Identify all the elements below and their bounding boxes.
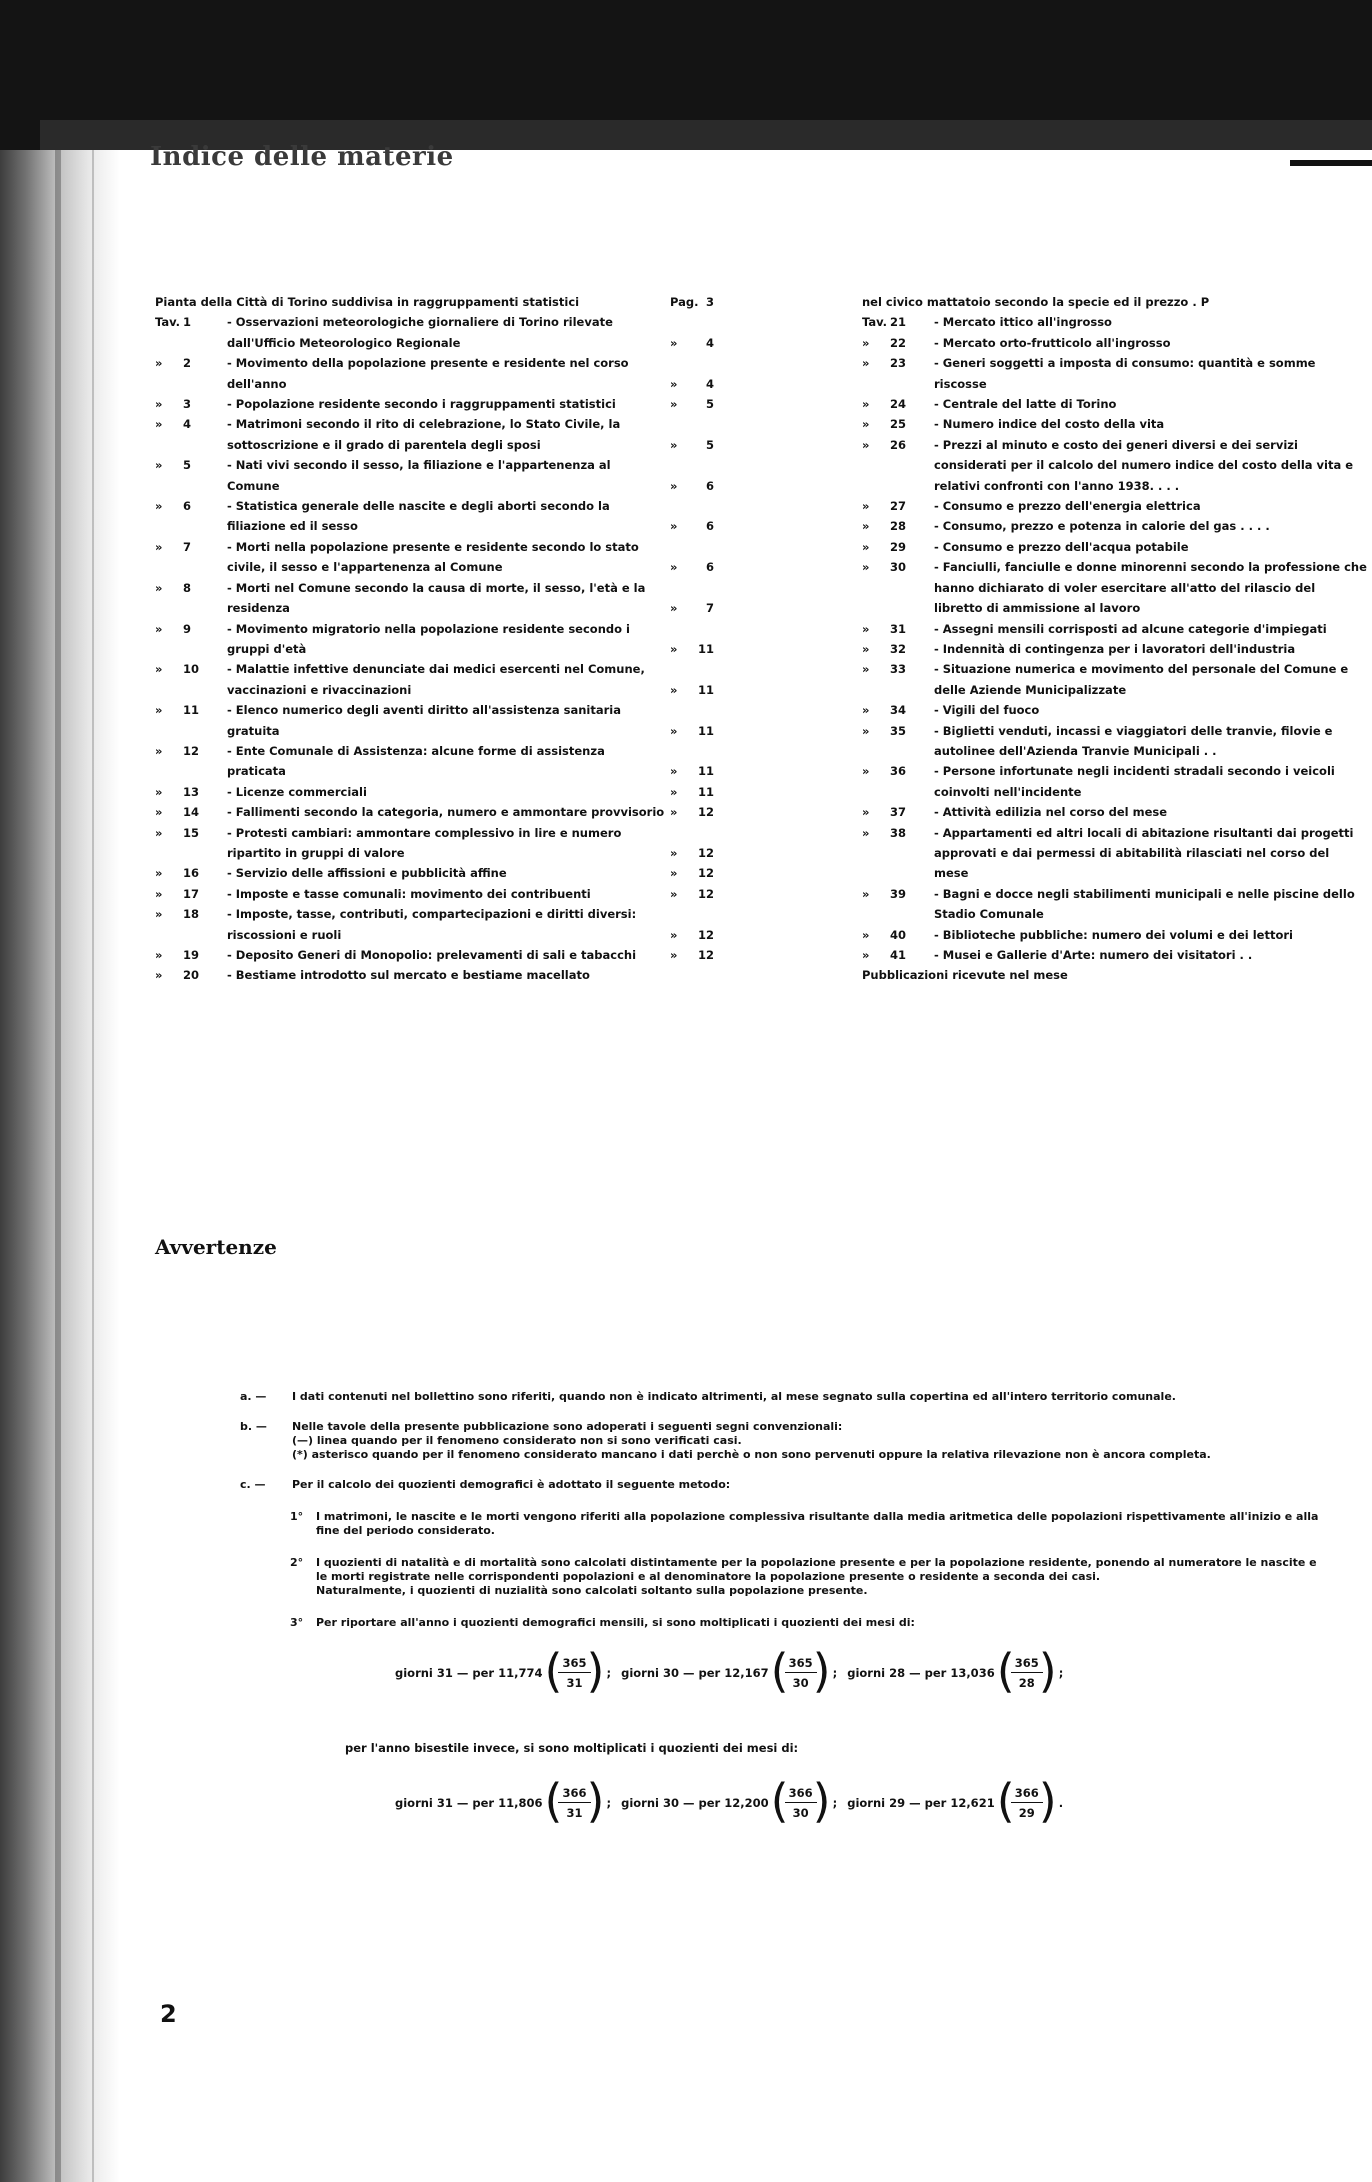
toc-mark: » — [155, 356, 163, 371]
fraction-numerator: 366 — [1011, 1786, 1043, 1803]
note-line: (*) asterisco quando per il fenomeno considerato mancano i dati perchè o non sono pervenuti oppure la relativa rilevazione non è ancora completa. — [292, 1448, 1211, 1461]
toc-entry — [155, 578, 720, 619]
toc-entry — [862, 659, 1367, 700]
fraction-denominator: 28 — [1018, 1676, 1035, 1690]
toc-number: 28 — [890, 519, 907, 534]
toc-mark: » — [862, 662, 870, 677]
toc-text: - Imposte e tasse comunali: movimento dei contribuenti — [227, 886, 591, 901]
toc-text: - Generi soggetti a imposta di consumo: quantità e somme riscosse — [934, 356, 1316, 391]
toc-number: 8 — [183, 580, 192, 595]
formula-row-normal — [395, 1644, 1064, 1698]
toc-mark: » — [862, 539, 870, 554]
toc-number: 36 — [890, 764, 907, 779]
toc-entry — [155, 455, 720, 496]
toc-entry — [862, 945, 1367, 965]
paren-left: ( — [996, 1644, 1015, 1698]
toc-mark: » — [862, 764, 870, 779]
toc-page-number: 7 — [705, 601, 714, 616]
toc-text: - Morti nella popolazione presente e residente secondo lo stato civile, il sesso e l'appartenenza al Comune — [227, 539, 639, 575]
toc-entry — [862, 312, 1367, 332]
toc-entry — [862, 394, 1367, 414]
toc-text: - Ente Comunale di Assistenza: alcune forme di assistenza praticata — [227, 743, 605, 779]
toc-entry — [155, 659, 720, 700]
toc-page-number: 12 — [697, 866, 714, 881]
toc-mark: » — [155, 703, 163, 718]
fraction-denominator: 31 — [566, 1806, 583, 1820]
toc-mark: » — [862, 417, 870, 432]
note-text: Per il calcolo dei quozienti demografici è adottato il seguente metodo: — [292, 1478, 731, 1491]
toc-text: - Mercato ittico all'ingrosso — [934, 315, 1112, 330]
toc-entry — [862, 435, 1367, 496]
toc-entry — [155, 802, 720, 822]
formula-separator: ; — [1058, 1666, 1064, 1680]
toc-number: 41 — [890, 948, 907, 962]
toc-entry — [155, 965, 720, 985]
toc-mark: » — [862, 825, 870, 840]
toc-mark: » — [155, 784, 163, 799]
fraction — [544, 1774, 605, 1828]
toc-text: - Morti nel Comune secondo la causa di morte, il sesso, l'età e la residenza — [227, 580, 646, 616]
toc-entry — [155, 414, 720, 455]
toc-mark: » — [862, 560, 870, 575]
toc-mark: » — [155, 397, 163, 412]
formula-separator: ; — [606, 1666, 612, 1680]
toc-text: - Biglietti venduti, incassi e viaggiatori delle tranvie, filovie e autolinee dell'Azienda Tranvie Municipali . . — [934, 723, 1333, 758]
toc-mark: » — [155, 417, 163, 432]
toc-page-prefix: » — [670, 335, 678, 350]
toc-page-number: 4 — [705, 335, 714, 350]
toc-mark: » — [862, 335, 870, 350]
toc-page-number: 12 — [697, 845, 714, 860]
toc-entry — [862, 333, 1367, 353]
toc-number: 5 — [183, 458, 192, 473]
toc-entry — [862, 823, 1367, 884]
note-text: Nelle tavole della presente pubblicazione sono adoperati i seguenti segni convenzionali: — [292, 1420, 843, 1433]
formula-separator: . — [1058, 1796, 1064, 1810]
formula-label: giorni 28 — per 13,036 — [847, 1666, 995, 1680]
note-b — [240, 1420, 1330, 1462]
fraction-numerator: 366 — [785, 1786, 817, 1803]
fraction-numerator: 365 — [785, 1656, 817, 1673]
paren-right: ) — [1038, 1644, 1057, 1698]
toc-entry — [862, 496, 1367, 516]
toc-mark: » — [155, 621, 163, 636]
toc-entry — [155, 619, 720, 660]
note-text: I dati contenuti nel bollettino sono riferiti, quando non è indicato altrimenti, al mese segnato sulla copertina ed all'intero territorio comunale. — [292, 1390, 1176, 1403]
toc-page-prefix: » — [670, 948, 678, 962]
toc-entry — [155, 823, 720, 864]
toc-page-number: 11 — [697, 784, 714, 799]
toc-text: - Persone infortunate negli incidenti stradali secondo i veicoli coinvolti nell'incidente — [934, 764, 1335, 799]
toc-number: 38 — [890, 825, 907, 840]
toc-page-prefix: » — [670, 845, 678, 860]
toc-entry — [862, 761, 1367, 802]
toc-text: - Movimento migratorio nella popolazione residente secondo i gruppi d'età — [227, 621, 630, 656]
leap-year-text: per l'anno bisestile invece, si sono moltiplicati i quozienti dei mesi di: — [345, 1741, 799, 1755]
toc-entry — [155, 863, 720, 883]
toc-number: 11 — [183, 703, 200, 718]
paren-left: ( — [770, 1644, 789, 1698]
toc-entry — [155, 394, 720, 414]
toc-text: - Mercato orto-frutticolo all'ingrosso — [934, 335, 1171, 350]
toc-mark: » — [155, 499, 163, 514]
toc-page-prefix: » — [670, 805, 678, 820]
toc-number: 30 — [890, 560, 907, 575]
toc-text: - Nati vivi secondo il sesso, la filiazione e l'appartenenza al Comune — [227, 458, 611, 493]
toc-mark: » — [862, 703, 870, 718]
fraction — [544, 1644, 605, 1698]
toc-mark: » — [155, 907, 163, 922]
toc-number: 4 — [183, 417, 192, 432]
formula-row-leap — [395, 1774, 1064, 1828]
paren-left: ( — [996, 1774, 1015, 1828]
toc-entry — [155, 884, 720, 904]
fraction-denominator: 29 — [1018, 1806, 1035, 1820]
avvertenze-notes — [240, 1390, 1330, 1646]
toc-mark: » — [862, 437, 870, 452]
toc-text: Pianta della Città di Torino suddivisa in raggruppamenti statistici — [155, 295, 580, 309]
toc-number: 14 — [183, 805, 200, 820]
toc-entry — [155, 782, 720, 802]
toc-text: - Deposito Generi di Monopolio: prelevamenti di sali e tabacchi — [227, 948, 637, 962]
formula-separator: ; — [832, 1796, 838, 1810]
toc-mark: » — [155, 662, 163, 677]
toc-number: 29 — [890, 539, 907, 554]
note-c — [240, 1478, 1330, 1630]
fraction — [770, 1774, 831, 1828]
toc-text: - Osservazioni meteorologiche giornaliere di Torino rilevate dall'Ufficio Meteorologico Regionale — [227, 315, 613, 350]
toc-entry — [155, 292, 720, 312]
toc-mark: » — [155, 743, 163, 758]
toc-number: 16 — [183, 866, 200, 881]
toc-text: Pubblicazioni ricevute nel mese — [862, 968, 1068, 983]
note-label: a. — — [240, 1390, 267, 1403]
toc-page-prefix: » — [670, 723, 678, 738]
table-of-contents-right — [862, 292, 1367, 986]
toc-number: 31 — [890, 621, 907, 636]
toc-entry — [862, 884, 1367, 925]
formula-separator: ; — [606, 1796, 612, 1810]
toc-page-prefix: » — [670, 478, 678, 493]
toc-number: 6 — [183, 499, 192, 514]
note-line: (—) linea quando per il fenomeno considerato non si sono verificati casi. — [292, 1434, 742, 1447]
toc-entry — [155, 353, 720, 394]
toc-mark: » — [862, 948, 870, 962]
toc-page-prefix: » — [670, 784, 678, 799]
toc-entry — [862, 516, 1367, 536]
toc-page-prefix: » — [670, 927, 678, 942]
toc-mark: » — [155, 948, 163, 962]
toc-mark: » — [862, 519, 870, 534]
toc-entry — [862, 557, 1367, 618]
heading-rule — [1290, 160, 1372, 166]
paren-right: ) — [812, 1774, 831, 1828]
toc-number: 22 — [890, 335, 907, 350]
toc-number: 2 — [183, 356, 192, 371]
toc-page-number: 6 — [705, 560, 714, 575]
formula-label: giorni 30 — per 12,200 — [621, 1796, 769, 1810]
toc-page-prefix: » — [670, 682, 678, 697]
toc-mark: » — [862, 356, 870, 371]
toc-page-number: 12 — [697, 927, 714, 942]
toc-mark: » — [862, 886, 870, 901]
toc-entry — [155, 312, 720, 353]
toc-mark: » — [155, 825, 163, 840]
toc-number: 23 — [890, 356, 907, 371]
toc-mark: » — [155, 866, 163, 881]
toc-number: 35 — [890, 723, 907, 738]
top-dark-band — [0, 0, 1372, 150]
toc-number: 21 — [890, 315, 907, 330]
toc-page-prefix: » — [670, 764, 678, 779]
method-1: 1° I matrimoni, le nascite e le morti vengono riferiti alla popolazione complessiva risultante dalla media aritmetica delle popolazioni rispettivamente all'inizio e alla fine del periodo considerato. — [290, 1510, 1319, 1537]
toc-text: - Matrimoni secondo il rito di celebrazione, lo Stato Civile, la sottoscrizione e il grado di parentela degli sposi — [227, 417, 621, 452]
avvertenze-title: Avvertenze — [155, 1235, 277, 1259]
toc-page-prefix: » — [670, 519, 678, 534]
toc-number: 1 — [183, 315, 192, 330]
toc-page-number: 5 — [705, 437, 714, 452]
toc-text: - Indennità di contingenza per i lavoratori dell'industria — [934, 641, 1296, 656]
formula-row — [395, 1644, 1064, 1698]
toc-text: - Centrale del latte di Torino — [934, 397, 1117, 412]
toc-mark: » — [862, 641, 870, 656]
toc-entry — [862, 414, 1367, 434]
toc-page-number: 5 — [705, 397, 714, 412]
toc-text: - Bagni e docce negli stabilimenti municipali e nelle piscine dello Stadio Comunale — [934, 886, 1355, 922]
toc-entry — [155, 496, 720, 537]
paren-right: ) — [586, 1644, 605, 1698]
toc-number: 24 — [890, 397, 907, 412]
page-heading: Indice delle materie — [150, 142, 454, 172]
toc-text: - Vigili del fuoco — [934, 703, 1040, 718]
toc-page-number: 3 — [705, 295, 714, 309]
toc-entry — [862, 619, 1367, 639]
toc-text: - Statistica generale delle nascite e degli aborti secondo la filiazione ed il sesso — [227, 499, 610, 534]
toc-text: - Attività edilizia nel corso del mese — [934, 805, 1168, 820]
toc-page-number: 12 — [697, 805, 714, 820]
toc-entry — [862, 721, 1367, 762]
toc-entry — [155, 741, 720, 782]
note-a — [240, 1390, 1330, 1404]
toc-mark: » — [155, 886, 163, 901]
toc-number: 37 — [890, 805, 907, 820]
paren-left: ( — [544, 1774, 563, 1828]
toc-text: - Consumo e prezzo dell'acqua potabile — [934, 539, 1189, 554]
toc-text: nel civico mattatoio secondo la specie ed il prezzo . P — [862, 295, 1210, 309]
toc-number: 9 — [183, 621, 192, 636]
toc-entry — [862, 925, 1367, 945]
fraction-numerator: 365 — [558, 1656, 590, 1673]
fraction-denominator: 31 — [566, 1676, 583, 1690]
toc-page-prefix: Pag. — [670, 295, 699, 309]
toc-number: 17 — [183, 886, 200, 901]
toc-page-prefix: » — [670, 397, 678, 412]
toc-page-number: 11 — [697, 723, 714, 738]
toc-text: - Fanciulli, fanciulle e donne minorenni secondo la professione che hanno dichiarato di voler esercitare all'atto del rilascio del libretto di ammissione al lavoro — [934, 560, 1367, 616]
toc-number: 39 — [890, 886, 907, 901]
toc-page-prefix: » — [670, 437, 678, 452]
formula-separator: ; — [832, 1666, 838, 1680]
toc-page-number: 11 — [697, 682, 714, 697]
toc-page-number: 12 — [697, 948, 714, 962]
toc-text: - Bestiame introdotto sul mercato e bestiame macellato — [227, 968, 590, 983]
toc-mark: Tav. — [155, 315, 181, 330]
toc-entry — [862, 700, 1367, 720]
toc-number: 15 — [183, 825, 200, 840]
toc-mark: » — [862, 397, 870, 412]
toc-mark: » — [155, 580, 163, 595]
toc-text: - Consumo e prezzo dell'energia elettrica — [934, 499, 1201, 514]
toc-text: - Protesti cambiari: ammontare complessivo in lire e numero ripartito in gruppi di valore — [227, 825, 622, 860]
formula-label: giorni 31 — per 11,774 — [395, 1666, 543, 1680]
toc-page-number: 11 — [697, 641, 714, 656]
toc-mark: » — [155, 539, 163, 554]
toc-text: - Fallimenti secondo la categoria, numero e ammontare provvisorio — [227, 805, 665, 820]
fraction — [996, 1774, 1057, 1828]
note-label: c. — — [240, 1478, 266, 1491]
toc-number: 12 — [183, 743, 200, 758]
toc-page-prefix: » — [670, 866, 678, 881]
toc-mark: » — [155, 805, 163, 820]
toc-number: 10 — [183, 662, 200, 677]
toc-page-number: 12 — [697, 886, 714, 901]
toc-mark: Tav. — [862, 315, 888, 330]
toc-page-prefix: » — [670, 886, 678, 901]
toc-text: - Assegni mensili corrisposti ad alcune categorie d'impiegati — [934, 621, 1327, 636]
toc-page-number: 6 — [705, 519, 714, 534]
toc-number: 20 — [183, 968, 200, 983]
toc-text: - Numero indice del costo della vita — [934, 417, 1165, 432]
paren-right: ) — [812, 1644, 831, 1698]
toc-number: 25 — [890, 417, 907, 432]
toc-entry — [155, 904, 720, 945]
toc-entry — [155, 537, 720, 578]
toc-text: - Appartamenti ed altri locali di abitazione risultanti dai progetti approvati e dai permessi di abitabilità rilasciati nel corso del mese — [934, 825, 1354, 881]
toc-text: - Servizio delle affissioni e pubblicità affine — [227, 866, 507, 881]
toc-text: - Musei e Gallerie d'Arte: numero dei visitatori . . — [934, 948, 1253, 962]
note-label: b. — — [240, 1420, 267, 1433]
fraction-denominator: 30 — [792, 1806, 809, 1820]
toc-text: - Situazione numerica e movimento del personale del Comune e delle Aziende Municipalizzate — [934, 662, 1349, 697]
toc-entry — [862, 353, 1367, 394]
toc-page-number: 4 — [705, 376, 714, 391]
page-number: 2 — [160, 2000, 177, 2028]
toc-page-number: 6 — [705, 478, 714, 493]
fraction — [770, 1644, 831, 1698]
toc-mark: » — [155, 458, 163, 473]
toc-mark: » — [862, 927, 870, 942]
toc-entry — [862, 292, 1367, 312]
table-of-contents-left — [155, 292, 720, 986]
formula-row — [395, 1774, 1064, 1828]
toc-mark: » — [155, 968, 163, 983]
method-2: 2° I quozienti di natalità e di mortalità sono calcolati distintamente per la popolazione presente e per la popolazione residente, ponendo al numeratore le nascite e le morti registrate nelle corrispondenti popolazioni e al denominatore la popolazione presente o residente a seconda dei casi. Naturalmente, i quozienti di nuzialità sono calcolati soltanto sulla popolazione presente. — [290, 1556, 1317, 1597]
fraction-numerator: 366 — [558, 1786, 590, 1803]
toc-text: - Licenze commerciali — [227, 784, 367, 799]
toc-number: 13 — [183, 784, 200, 799]
formula-label: giorni 29 — per 12,621 — [847, 1796, 995, 1810]
toc-number: 34 — [890, 703, 907, 718]
toc-text: - Malattie infettive denunciate dai medici esercenti nel Comune, vaccinazioni e rivaccinazioni — [227, 662, 645, 697]
toc-page-prefix: » — [670, 641, 678, 656]
formula-label: giorni 31 — per 11,806 — [395, 1796, 543, 1810]
toc-mark: » — [862, 499, 870, 514]
toc-text: - Movimento della popolazione presente e residente nel corso dell'anno — [227, 356, 629, 391]
fraction — [996, 1644, 1057, 1698]
fraction-numerator: 365 — [1011, 1656, 1043, 1673]
toc-entry — [862, 537, 1367, 557]
toc-entry — [155, 700, 720, 741]
toc-text: - Imposte, tasse, contributi, compartecipazioni e diritti diversi: riscossioni e ruoli — [227, 907, 637, 942]
toc-number: 26 — [890, 437, 907, 452]
toc-text: - Consumo, prezzo e potenza in calorie del gas . . . . — [934, 519, 1270, 534]
toc-mark: » — [862, 621, 870, 636]
toc-text: - Elenco numerico degli aventi diritto all'assistenza sanitaria gratuita — [227, 703, 622, 738]
toc-number: 3 — [183, 397, 192, 412]
fraction-denominator: 30 — [792, 1676, 809, 1690]
formula-label: giorni 30 — per 12,167 — [621, 1666, 769, 1680]
toc-number: 32 — [890, 641, 907, 656]
toc-number: 40 — [890, 927, 907, 942]
toc-number: 27 — [890, 499, 907, 514]
paren-left: ( — [770, 1774, 789, 1828]
toc-page-number: 11 — [697, 764, 714, 779]
paren-left: ( — [544, 1644, 563, 1698]
toc-text: - Biblioteche pubbliche: numero dei volumi e dei lettori — [934, 927, 1293, 942]
toc-entry — [862, 802, 1367, 822]
toc-entry — [155, 945, 720, 965]
paren-right: ) — [586, 1774, 605, 1828]
toc-text: - Prezzi al minuto e costo dei generi diversi e dei servizi considerati per il calcolo del numero indice del costo della vita e relativi confronti con l'anno 1938. . . . — [934, 437, 1354, 493]
toc-number: 19 — [183, 948, 200, 962]
toc-page-prefix: » — [670, 601, 678, 616]
toc-mark: » — [862, 805, 870, 820]
toc-page-prefix: » — [670, 376, 678, 391]
toc-number: 7 — [183, 539, 192, 554]
toc-number: 33 — [890, 662, 907, 677]
paren-right: ) — [1038, 1774, 1057, 1828]
toc-entry — [862, 965, 1367, 985]
toc-entry — [862, 639, 1367, 659]
method-3: 3° Per riportare all'anno i quozienti demografici mensili, si sono moltiplicati i quozienti dei mesi di: — [290, 1616, 915, 1629]
toc-mark: » — [862, 723, 870, 738]
toc-text: - Popolazione residente secondo i raggruppamenti statistici — [227, 397, 616, 412]
toc-number: 18 — [183, 907, 200, 922]
toc-page-prefix: » — [670, 560, 678, 575]
